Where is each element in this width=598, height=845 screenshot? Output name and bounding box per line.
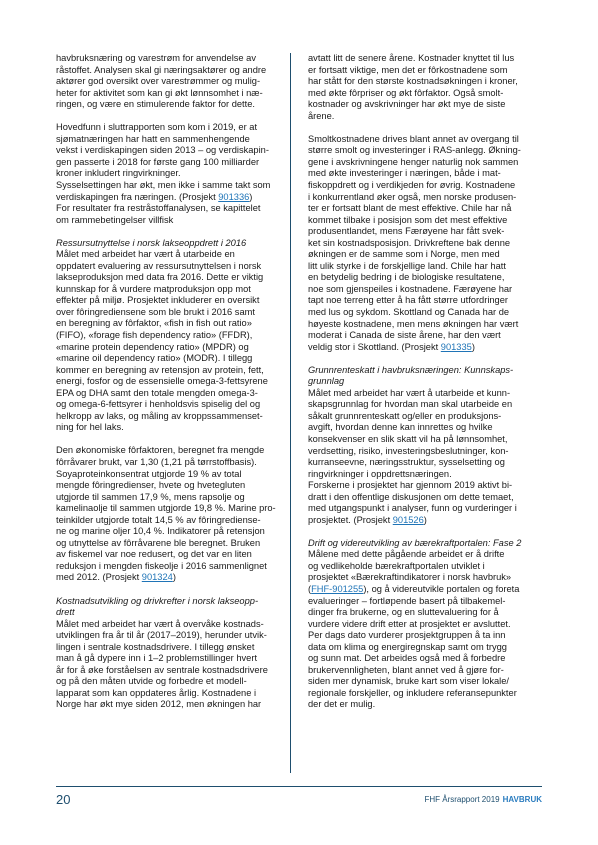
text-line: kommet tilbake i posisjon som det mest effektive [308,214,508,225]
right-column [308,53,555,723]
text-line: kostnader og avskrivninger har økt mye de siste [308,99,506,110]
text-line: en beregning av fôrfaktor, «fish in fish out ratio» [56,318,252,329]
text-line: økningen er de samme som i Norge, men med [308,249,500,260]
paragraph [308,134,555,353]
text-line: verdsetting, risiko, investeringsbeslutninger, kon- [308,445,509,456]
text-line: større smolt og investeringer i RAS-anlegg. Økning- [308,145,521,156]
text-line: om rammebetingelser villfisk [56,214,174,225]
paragraph [56,122,303,226]
text-line: høyeste kostnadene, men mens økningen har vært [308,318,519,329]
column-divider [290,53,291,773]
project-link[interactable]: 901324 [141,572,173,583]
text-line: teinkilder utgjorde totalt 14,5 % av fôringrediense- [56,514,261,525]
footer-report [424,795,542,804]
text-line: Målene med dette pågående arbeidet er å drifte [308,549,505,560]
text-line: litt ulik styrke i de forskjellige land. Chile har hatt [308,260,506,271]
text-line: lakseproduksjon med data fra 2016. Dette er viktig [56,272,264,283]
text-line: med 2012. (Prosjekt 901324) [56,572,176,583]
text-line: (FIFO), «forage fish dependency ratio» (FFDR), [56,330,253,341]
text-line: For resultater fra restråstoffanalysen, se kapittelet [56,203,261,214]
text-line: brukervennligheten, blant annet ved å gjøre for- [308,664,504,675]
text-line: avtatt litt de senere årene. Kostnader knyttet til lus [308,53,515,63]
footer-rule [56,786,542,787]
project-link[interactable]: 901335 [440,341,472,352]
section-heading: drett [56,607,75,618]
text-line: og utnyttelse av fôrråvarene ble beregnet. Bruken [56,537,261,548]
text-line: år for å øke forståelsen av sentrale kostnadsdrivere [56,664,268,675]
text-line: sjømatnæringen har hatt en sammenhengende [56,133,250,144]
text-line: (FHF-901255), og å videreutvikle portalen og foreta [308,584,520,595]
text-line: moderat i Canada de siste årene, har den vært [308,330,501,341]
text-line: kroner inkludert ringvirkninger. [56,168,181,179]
text-line: havbruksnæring og varestrøm for anvendelse av [56,53,256,63]
text-line: vekst i verdiskapingen siden 2013 – og verdiskapin- [56,145,269,156]
paragraph [56,445,303,584]
text-line: lingen i sentrale kostnadsdrivere. I tillegg ønsket [56,641,255,652]
text-line: Målet med arbeidet har vært å utarbeide en [56,249,235,260]
text-line: med lus og sykdom. Skottland og Canada har de [308,306,510,317]
text-line: utviklingen fra år til år (2017–2019), herunder utvik- [56,630,267,641]
left-column [56,53,303,722]
project-link[interactable]: FHF-901255 [311,584,364,595]
text-line: ning for hel laks. [56,422,124,433]
text-line: og vedlikeholde bærekraftportalen utviklet i [308,560,485,571]
text-line: fiskoppdrett og i verdikjeden for øvrig. Kostnadene [308,179,516,190]
text-line: råstoffet. Analysen skal gi næringsaktører og andre [56,64,267,75]
text-line: med utgangspunkt i analyser, funn og vurderinger i [308,503,517,514]
section-heading: Kostnadsutvikling og drivkrefter i norsk lakseopp- [56,595,259,606]
text-line: oppdatert evaluering av ressursutnyttelsen i norsk [56,260,262,271]
paragraph [308,365,555,527]
project-link[interactable]: 901526 [392,514,424,525]
text-line: årene. [308,110,335,121]
paragraph [56,238,303,434]
text-line: gen passerte i 2018 for første gang 100 milliarder [56,156,260,167]
text-line: såkalt grunnrenteskatt og/eller en produksjons- [308,410,502,421]
text-line: heter for aktivitet som kan gi økt lønnsomhet i næ- [56,87,263,98]
text-line: avgift, hvordan denne kan innrettes og hvilke [308,422,493,433]
text-line: utgjorde til sammen 17,9 %, mens rapsolje og [56,491,245,502]
text-line: noe som gjenspeiles i kostnadene. Færøyene har [308,283,513,294]
text-line: og på den måten utvide og forbedre et modell- [56,676,247,687]
paragraph [56,596,303,711]
section-heading: Grunnrenteskatt i havbruksnæringen: Kunnskaps- [308,364,514,375]
text-line: der det er mulig. [308,699,376,710]
text-line: prosjektet «Bærekraftindikatorer i norsk havbruk» [308,572,512,583]
section-heading: Drift og videreutvikling av bærekraftportalen: Fase 2 [308,537,522,548]
text-line: Målet med arbeidet har vært å overvåke kostnads- [56,618,264,629]
text-line: helkropp av laks, og måling av kroppssammenset- [56,410,263,421]
text-line: tapt noe terreng etter å ha fått større utfordringer [308,295,508,306]
text-line: reduksjon i mengden fiskeolje i 2016 sammenlignet [56,560,267,571]
text-line: verdiskapingen fra næringen. (Prosjekt 901336) [56,191,253,202]
text-line: i konkurrentland øker også, men norske produsen- [308,191,517,202]
paragraph [308,538,555,711]
text-line: produsentlandet, mens Færøyene har fått svek- [308,226,505,237]
text-line: energi, fosfor og de essensielle omega-3-fettsyrene [56,376,268,387]
text-line: ringvirkninger i oppdrettsnæringen. [308,468,452,479]
text-line: prosjektet. (Prosjekt 901526) [308,514,427,525]
text-line: Hovedfunn i sluttrapporten som kom i 2019, er at [56,122,258,133]
text-line: kurranseevne, næringsstruktur, sysselsetting og [308,457,505,468]
text-line: Den økonomiske fôrfaktoren, beregnet fra mengde [56,445,265,456]
project-link[interactable]: 901336 [218,191,250,202]
paragraph [308,53,555,122]
page-number: 20 [56,792,71,807]
text-line: Sysselsettingen har økt, men ikke i samme takt som [56,179,271,190]
text-line: konsekvenser en slik skatt vil ha på lønnsomhet, [308,433,508,444]
text-line: Soyaproteinkonsentrat utgjorde 19 % av total [56,468,242,479]
text-line: kamelinaolje til sammen utgjorde 19,8 %. Marine pro- [56,503,276,514]
text-line: «marine oil dependency ratio» (MODR). I tillegg [56,353,253,364]
text-line: lapparat som kan oppdateres årlig. Kostnadene i [56,687,257,698]
text-line: ringen, og være en stimulerende faktor for dette. [56,99,255,110]
text-line: har stått for den største kostnadsøkningen i kroner, [308,76,518,87]
text-line: skapsgrunnlag for hvordan man skal utarbeide en [308,399,513,410]
text-line: EPA og DHA samt den totale mengden omega-3- [56,387,258,398]
text-line: vurdere videre drift etter at prosjektet er avsluttet. [308,618,511,629]
paragraph [56,53,303,111]
text-line: Smoltkostnadene drives blant annet av overgang til [308,133,519,144]
section-heading: Ressursutnyttelse i norsk lakseoppdrett i 2016 [56,237,247,248]
text-line: med økte fôrpriser og økt fôrfaktor. Også smolt- [308,87,504,98]
text-line: fôrråvarer brukt, var 1,30 (1,21 på tørrstoffbasis). [56,457,257,467]
text-line: effekter på miljø. Prosjektet inkluderer en oversikt [56,295,260,306]
text-line: gene i avskrivningene henger naturlig nok sammen [308,156,519,167]
text-line: ket sin kostnadsposisjon. Drivkreftene bak denne [308,237,511,248]
text-line: man å gå dypere inn i 1–2 problemstillinger hvert [56,653,258,664]
text-line: av fiskemel var noe redusert, og det var en liten [56,549,252,560]
text-line: Målet med arbeidet har vært å utarbeide et kunn- [308,387,511,398]
text-line: og sunn mat. Det arbeides også med å forbedre [308,653,506,664]
section-label: HAVBRUK [502,795,542,804]
text-line: kommer en beregning av retensjon av protein, fett, [56,364,264,375]
text-line: mengde fôringredienser, hvete og hvetegluten [56,480,246,491]
text-line: ter er fortsatt blant de mest effektive. Chile har nå [308,203,512,214]
text-line: data om klima og energiregnskap samt om trygg [308,641,507,652]
text-line: kunnskap for å vurdere matproduksjon opp mot [56,283,251,294]
report-title: FHF Årsrapport 2019 [424,795,500,804]
text-line: over fôringrediensene som ble brukt i 2016 samt [56,306,255,317]
text-line: regionale forskjeller, og inkludere referansepunkter [308,687,517,698]
text-line: er fortsatt viktige, men det er fôrkostnadene som [308,64,508,75]
text-line: «marine protein dependency ratio» (MPDR) og [56,341,249,352]
text-line: en betydelig bedring i de biologiske resultatene, [308,272,505,283]
text-line: Norge har økt mye siden 2012, men økningen har [56,699,262,710]
text-line: med økte investeringer i næringen, både i mat- [308,168,501,179]
text-line: aktører god oversikt over varestrømmer og mulig- [56,76,261,87]
text-line: ne og marine oljer 10,4 %. Indikatorer på retensjon [56,526,265,537]
text-line: og omega-6-fettsyrer i henholdsvis spiselig del og [56,399,261,410]
text-line: evalueringer – fortløpende basert på tilbakemel- [308,595,506,606]
text-line: siden mer dynamisk, bruke kart som viser lokale/ [308,676,509,687]
text-line: veldig stor i Skottland. (Prosjekt 901335) [308,341,475,352]
section-heading: grunnlag [308,376,345,387]
text-line: dinger fra brukerne, og en sluttevaluering for å [308,607,499,618]
text-line: Per dags dato vurderer prosjektgruppen å ta inn [308,630,506,641]
text-line: dratt i den offentlige diskusjonen om dette temaet, [308,491,514,502]
text-line: Forskerne i prosjektet har gjennom 2019 aktivt bi- [308,480,513,491]
